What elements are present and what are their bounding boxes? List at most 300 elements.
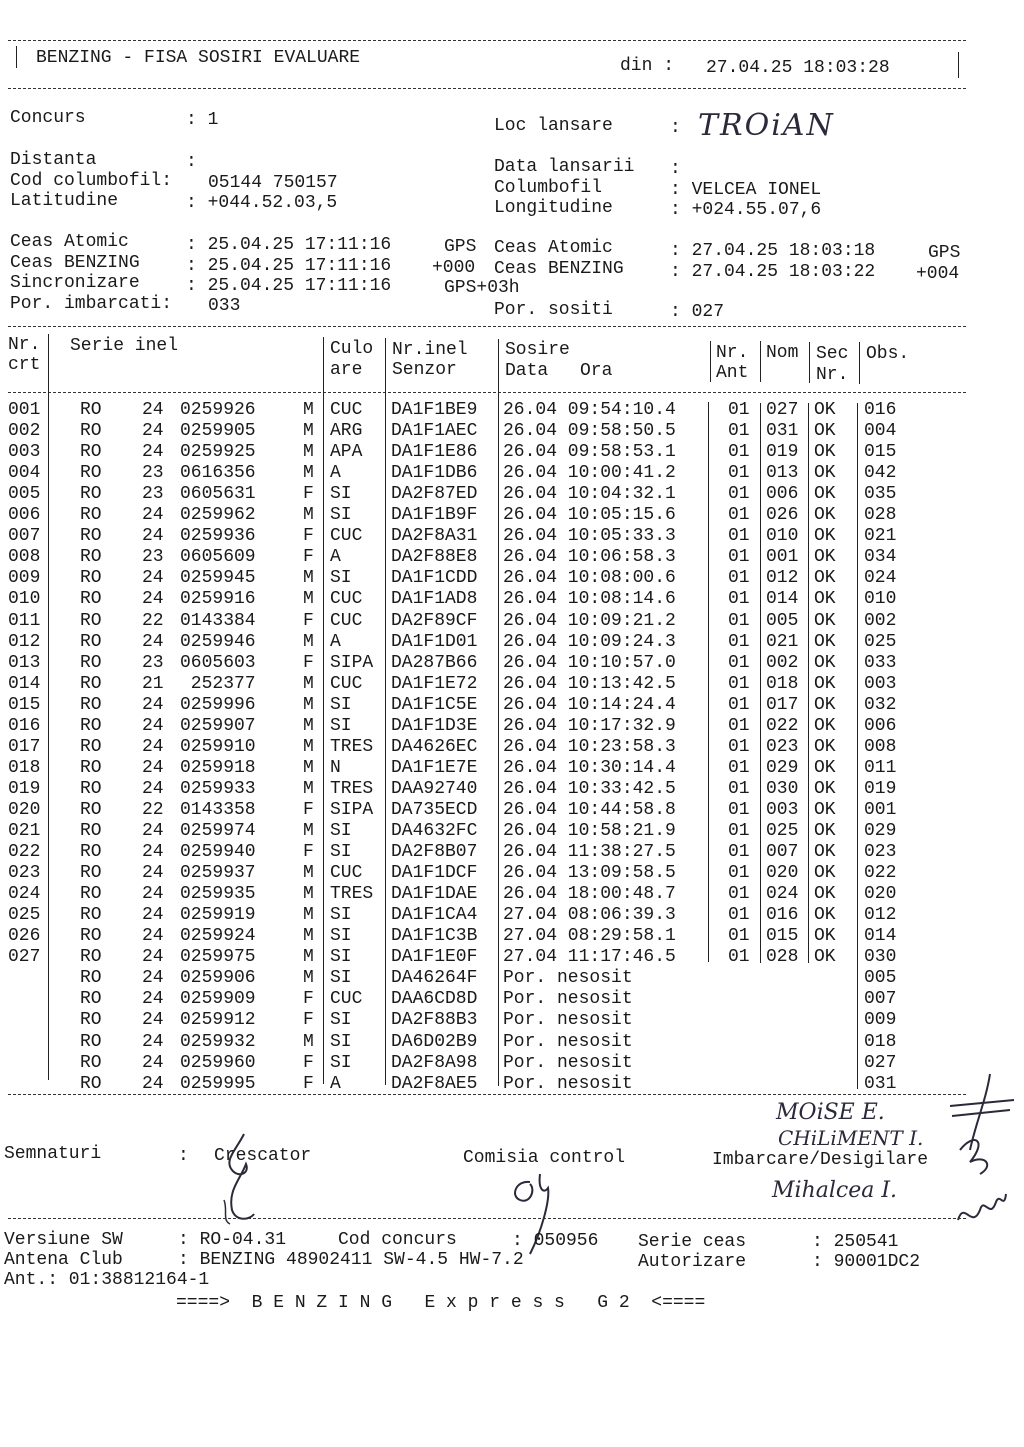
row-nom: 014 <box>766 589 799 610</box>
longitudine-value: : +024.55.07,6 <box>670 200 822 220</box>
row-sec: OK <box>814 715 836 736</box>
row-arrival: Por. nesosit <box>503 1073 633 1094</box>
row-obs: 030 <box>864 947 897 968</box>
row-antenna: 01 <box>728 547 750 568</box>
table-row <box>0 568 1024 589</box>
row-sec: OK <box>814 400 836 420</box>
row-color: SI <box>330 842 352 863</box>
row-ring-number: 0605603 <box>180 652 256 673</box>
ceas-atomic-label: Ceas Atomic <box>10 232 129 252</box>
row-color: SIPA <box>330 652 374 673</box>
loc-lansare-label: Loc lansare <box>494 116 613 136</box>
row-country: RO <box>80 526 102 547</box>
row-nom: 025 <box>766 821 799 841</box>
row-obs: 001 <box>864 799 897 820</box>
table-row <box>0 758 1024 779</box>
ceas-atomic-suffix: GPS <box>444 237 477 257</box>
row-obs: 005 <box>864 968 897 989</box>
row-year: 24 <box>142 926 164 947</box>
row-nom: 002 <box>766 652 799 673</box>
row-sec: OK <box>814 926 836 947</box>
row-antenna: 01 <box>728 905 750 926</box>
row-year: 24 <box>142 884 164 905</box>
row-country: RO <box>80 568 102 589</box>
row-obs: 032 <box>864 694 897 715</box>
row-year: 24 <box>142 1052 164 1073</box>
col-ora: Ora <box>580 361 613 381</box>
row-ring-number: 0259960 <box>180 1052 256 1073</box>
row-country: RO <box>80 863 102 884</box>
row-arrival: 26.04 10:06:58.3 <box>503 547 676 568</box>
row-sec: OK <box>814 631 836 652</box>
row-color: TRES <box>330 778 374 799</box>
row-country: RO <box>80 884 102 905</box>
row-antenna: 01 <box>728 463 750 484</box>
row-arrival: Por. nesosit <box>503 1052 633 1073</box>
row-nom: 003 <box>766 799 799 820</box>
row-country: RO <box>80 799 102 820</box>
row-obs: 009 <box>864 1010 897 1031</box>
row-sec: OK <box>814 526 836 547</box>
row-sec: OK <box>814 799 836 820</box>
row-country: RO <box>80 694 102 715</box>
row-sec: OK <box>814 863 836 884</box>
latitudine-label: Latitudine <box>10 191 119 211</box>
row-sec: OK <box>814 757 836 778</box>
row-country: RO <box>80 1052 102 1073</box>
row-obs: 020 <box>864 884 897 905</box>
row-arrival: 26.04 10:23:58.3 <box>503 736 676 757</box>
row-obs: 015 <box>864 442 897 463</box>
row-sex: M <box>303 589 314 610</box>
signature-crescator <box>210 1130 280 1230</box>
row-sec: OK <box>814 421 836 442</box>
row-year: 24 <box>142 526 164 547</box>
row-country: RO <box>80 442 102 463</box>
imbarcati-label: Por. imbarcati: <box>10 294 173 314</box>
row-obs: 008 <box>864 736 897 757</box>
row-obs: 021 <box>864 526 897 547</box>
row-country: RO <box>80 610 102 631</box>
row-nr: 011 <box>8 610 41 631</box>
row-sec: OK <box>814 589 836 610</box>
row-obs: 014 <box>864 926 897 947</box>
row-sex: F <box>303 799 314 820</box>
row-nom: 016 <box>766 905 799 926</box>
row-antenna: 01 <box>728 715 750 736</box>
table-row <box>0 695 1024 716</box>
ceas-atomic-value: : 25.04.25 17:11:16 <box>186 235 392 255</box>
row-sex: M <box>303 968 314 989</box>
ceas-benzing2-suffix: +004 <box>916 264 960 284</box>
table-row <box>0 737 1024 758</box>
row-ring-number: 0259936 <box>180 526 256 547</box>
table-row <box>0 905 1024 926</box>
row-sex: M <box>303 463 314 484</box>
row-obs: 002 <box>864 610 897 631</box>
row-antenna: 01 <box>728 421 750 442</box>
row-ring-number: 0143384 <box>180 610 256 631</box>
row-nom: 030 <box>766 778 799 799</box>
row-sensor: DAA92740 <box>391 778 478 799</box>
row-sec: OK <box>814 884 836 905</box>
col-nr-ant-2: Ant <box>716 363 749 383</box>
row-nr: 022 <box>8 842 41 863</box>
row-ring-number: 0259945 <box>180 568 256 589</box>
distanta-label: Distanta <box>10 150 97 170</box>
row-arrival: 26.04 10:05:15.6 <box>503 505 676 526</box>
row-antenna: 01 <box>728 926 750 947</box>
row-sensor: DA735ECD <box>391 799 478 820</box>
row-ring-number: 0616356 <box>180 463 256 484</box>
imbarcare-label: Imbarcare/Desigilare <box>712 1150 929 1170</box>
sincronizare-suffix: GPS+03h <box>444 278 520 298</box>
row-year: 24 <box>142 947 164 968</box>
table-row <box>0 674 1024 695</box>
row-color: A <box>330 463 341 484</box>
row-country: RO <box>80 421 102 442</box>
table-row <box>0 653 1024 674</box>
table-row <box>0 989 1024 1010</box>
row-country: RO <box>80 821 102 841</box>
row-antenna: 01 <box>728 673 750 694</box>
col-nr-inel: Nr.inel <box>392 340 468 360</box>
header-left-border <box>16 46 17 68</box>
row-ring-number: 0605631 <box>180 484 256 505</box>
row-country: RO <box>80 400 102 420</box>
row-arrival: 26.04 10:08:14.6 <box>503 589 676 610</box>
table-row <box>0 779 1024 800</box>
row-nom: 010 <box>766 526 799 547</box>
row-arrival: 26.04 10:30:14.4 <box>503 757 676 778</box>
row-ring-number: 0259905 <box>180 421 256 442</box>
row-color: SI <box>330 905 352 926</box>
row-year: 24 <box>142 989 164 1010</box>
serie-ceas-label: Serie ceas <box>638 1232 747 1252</box>
row-arrival: 26.04 10:09:21.2 <box>503 610 676 631</box>
row-nom: 017 <box>766 694 799 715</box>
row-obs: 006 <box>864 715 897 736</box>
row-year: 22 <box>142 799 164 820</box>
table-row <box>0 589 1024 610</box>
table-row <box>0 1053 1024 1074</box>
row-color: CUC <box>330 989 363 1010</box>
row-nom: 019 <box>766 442 799 463</box>
header-bottom-rule <box>8 88 966 89</box>
row-color: CUC <box>330 673 363 694</box>
row-nom: 013 <box>766 463 799 484</box>
row-nr: 009 <box>8 568 41 589</box>
row-nr: 007 <box>8 526 41 547</box>
longitudine-label: Longitudine <box>494 198 613 218</box>
row-sex: F <box>303 842 314 863</box>
cod-concurs-label: Cod concurs <box>338 1230 457 1250</box>
row-color: APA <box>330 442 363 463</box>
row-ring-number: 0259995 <box>180 1073 256 1094</box>
col-data: Data <box>505 361 549 381</box>
row-obs: 034 <box>864 547 897 568</box>
row-sex: M <box>303 715 314 736</box>
row-arrival: 26.04 10:17:32.9 <box>503 715 676 736</box>
cod-columbofil-label: Cod columbofil: <box>10 171 173 191</box>
row-obs: 028 <box>864 505 897 526</box>
row-nr: 025 <box>8 905 41 926</box>
serie-ceas-value: : 250541 <box>812 1232 899 1252</box>
row-sex: M <box>303 863 314 884</box>
row-color: SI <box>330 1052 352 1073</box>
row-ring-number: 0259925 <box>180 442 256 463</box>
row-sex: F <box>303 1010 314 1031</box>
row-obs: 018 <box>864 1031 897 1052</box>
row-sex: M <box>303 947 314 968</box>
sincronizare-value: : 25.04.25 17:11:16 <box>186 276 392 296</box>
sep-nom-right <box>809 342 810 383</box>
row-sec: OK <box>814 484 836 505</box>
table-row <box>0 884 1024 905</box>
row-nr: 020 <box>8 799 41 820</box>
row-ring-number: 0259918 <box>180 757 256 778</box>
row-ring-number: 0259996 <box>180 694 256 715</box>
signatures-label: Semnaturi <box>4 1144 102 1164</box>
row-arrival: 26.04 10:44:58.8 <box>503 799 676 820</box>
row-antenna: 01 <box>728 484 750 505</box>
loc-lansare-sep: : <box>670 118 681 138</box>
table-row <box>0 526 1024 547</box>
row-nr: 014 <box>8 673 41 694</box>
row-sec: OK <box>814 842 836 863</box>
row-sex: M <box>303 505 314 526</box>
row-sex: M <box>303 568 314 589</box>
row-arrival: 26.04 10:10:57.0 <box>503 652 676 673</box>
row-country: RO <box>80 673 102 694</box>
row-arrival: 26.04 10:13:42.5 <box>503 673 676 694</box>
row-color: CUC <box>330 400 363 420</box>
row-sensor: DA1F1DCF <box>391 863 478 884</box>
row-sec: OK <box>814 610 836 631</box>
ceas-benzing2-label: Ceas BENZING <box>494 259 624 279</box>
row-color: A <box>330 1073 341 1094</box>
row-year: 24 <box>142 400 164 420</box>
row-sec: OK <box>814 736 836 757</box>
row-antenna: 01 <box>728 610 750 631</box>
sositi-value: : 027 <box>670 302 725 322</box>
row-antenna: 01 <box>728 947 750 968</box>
row-sensor: DA1F1AD8 <box>391 589 478 610</box>
col-nr-ant-1: Nr. <box>716 343 749 363</box>
row-country: RO <box>80 1010 102 1031</box>
row-nr: 026 <box>8 926 41 947</box>
row-nom: 028 <box>766 947 799 968</box>
row-antenna: 01 <box>728 842 750 863</box>
row-year: 24 <box>142 631 164 652</box>
ceas-atomic2-value: : 27.04.25 18:03:18 <box>670 241 876 261</box>
concurs-label: Concurs <box>10 108 86 128</box>
row-sensor: DA2F8AE5 <box>391 1073 478 1094</box>
row-nr: 008 <box>8 547 41 568</box>
row-ring-number: 0259974 <box>180 821 256 841</box>
col-nr: Nr. <box>8 335 41 355</box>
row-ring-number: 0259940 <box>180 842 256 863</box>
row-sensor: DA4626EC <box>391 736 478 757</box>
row-nr: 006 <box>8 505 41 526</box>
row-obs: 003 <box>864 673 897 694</box>
row-sensor: DA1F1C3B <box>391 926 478 947</box>
row-country: RO <box>80 842 102 863</box>
row-year: 24 <box>142 842 164 863</box>
row-nom: 029 <box>766 757 799 778</box>
row-ring-number: 0259975 <box>180 947 256 968</box>
row-nom: 018 <box>766 673 799 694</box>
table-row <box>0 1074 1024 1095</box>
row-nr: 023 <box>8 863 41 884</box>
ceas-atomic2-label: Ceas Atomic <box>494 238 613 258</box>
date-value: 27.04.25 18:03:28 <box>706 58 890 78</box>
row-nom: 031 <box>766 421 799 442</box>
row-antenna: 01 <box>728 400 750 420</box>
row-sensor: DA1F1BE9 <box>391 400 478 420</box>
row-nr: 001 <box>8 400 41 420</box>
row-nr: 004 <box>8 463 41 484</box>
table-row <box>0 842 1024 863</box>
row-nom: 024 <box>766 884 799 905</box>
row-country: RO <box>80 989 102 1010</box>
row-nr: 024 <box>8 884 41 905</box>
row-obs: 027 <box>864 1052 897 1073</box>
row-nom: 022 <box>766 715 799 736</box>
row-sensor: DA1F1C5E <box>391 694 478 715</box>
row-year: 24 <box>142 589 164 610</box>
table-row <box>0 821 1024 842</box>
table-row <box>0 442 1024 463</box>
row-nom: 007 <box>766 842 799 863</box>
row-antenna: 01 <box>728 757 750 778</box>
row-color: SI <box>330 1010 352 1031</box>
row-arrival: 26.04 10:05:33.3 <box>503 526 676 547</box>
row-obs: 029 <box>864 821 897 841</box>
row-year: 23 <box>142 484 164 505</box>
row-color: CUC <box>330 526 363 547</box>
col-sec-1: Sec <box>816 344 849 364</box>
row-sex: M <box>303 631 314 652</box>
row-sec: OK <box>814 463 836 484</box>
row-country: RO <box>80 547 102 568</box>
table-bottom-rule <box>8 1094 966 1095</box>
row-sensor: DA1F1E0F <box>391 947 478 968</box>
row-sec: OK <box>814 778 836 799</box>
row-nr: 017 <box>8 736 41 757</box>
sep-ant-right <box>760 341 761 382</box>
row-ring-number: 252377 <box>180 673 256 694</box>
col-culo: Culo <box>330 339 374 359</box>
row-sensor: DA46264F <box>391 968 478 989</box>
row-sex: M <box>303 694 314 715</box>
row-sex: M <box>303 736 314 757</box>
row-country: RO <box>80 926 102 947</box>
row-obs: 031 <box>864 1073 897 1094</box>
row-nom: 027 <box>766 400 799 420</box>
row-year: 24 <box>142 1010 164 1031</box>
row-sex: F <box>303 547 314 568</box>
row-antenna: 01 <box>728 778 750 799</box>
row-sensor: DA1F1E7E <box>391 757 478 778</box>
table-row <box>0 926 1024 947</box>
row-sensor: DAA6CD8D <box>391 989 478 1010</box>
row-year: 23 <box>142 463 164 484</box>
ceas-atomic2-suffix: GPS <box>928 243 961 263</box>
row-antenna: 01 <box>728 821 750 841</box>
row-country: RO <box>80 1073 102 1094</box>
versiune-value: : RO-04.31 <box>178 1230 287 1250</box>
columbofil-value: : VELCEA IONEL <box>670 180 822 200</box>
row-arrival: 26.04 09:54:10.4 <box>503 400 676 420</box>
table-row <box>0 632 1024 653</box>
col-are: are <box>330 360 363 380</box>
row-country: RO <box>80 968 102 989</box>
row-sensor: DA2F8A31 <box>391 526 478 547</box>
row-color: CUC <box>330 863 363 884</box>
row-obs: 033 <box>864 652 897 673</box>
row-year: 24 <box>142 778 164 799</box>
row-obs: 007 <box>864 989 897 1010</box>
row-country: RO <box>80 757 102 778</box>
row-year: 21 <box>142 673 164 694</box>
row-year: 24 <box>142 757 164 778</box>
row-nr: 015 <box>8 694 41 715</box>
row-arrival: 26.04 10:00:41.2 <box>503 463 676 484</box>
row-country: RO <box>80 463 102 484</box>
row-year: 24 <box>142 694 164 715</box>
row-sex: M <box>303 400 314 420</box>
row-obs: 042 <box>864 463 897 484</box>
row-color: ARG <box>330 421 363 442</box>
row-color: SI <box>330 694 352 715</box>
row-color: CUC <box>330 589 363 610</box>
row-arrival: 26.04 18:00:48.7 <box>503 884 676 905</box>
row-country: RO <box>80 631 102 652</box>
row-nom: 021 <box>766 631 799 652</box>
row-nr: 003 <box>8 442 41 463</box>
row-color: SI <box>330 968 352 989</box>
row-arrival: 27.04 11:17:46.5 <box>503 947 676 968</box>
row-obs: 012 <box>864 905 897 926</box>
row-ring-number: 0143358 <box>180 799 256 820</box>
row-sec: OK <box>814 547 836 568</box>
row-ring-number: 0259912 <box>180 1010 256 1031</box>
row-country: RO <box>80 905 102 926</box>
row-sensor: DA1F1DB6 <box>391 463 478 484</box>
loc-lansare-handwritten: TROiAN <box>698 108 835 143</box>
row-nr: 019 <box>8 778 41 799</box>
row-sex: F <box>303 1052 314 1073</box>
row-antenna: 01 <box>728 505 750 526</box>
data-lansarii-value: : <box>670 159 681 179</box>
document-title: BENZING - FISA SOSIRI EVALUARE <box>36 48 361 68</box>
row-sensor: DA1F1D3E <box>391 715 478 736</box>
row-sec: OK <box>814 694 836 715</box>
row-sex: M <box>303 778 314 799</box>
row-color: SI <box>330 715 352 736</box>
row-antenna: 01 <box>728 863 750 884</box>
row-color: SI <box>330 568 352 589</box>
row-sex: F <box>303 989 314 1010</box>
row-color: SI <box>330 926 352 947</box>
handwritten-name-2: CHiLiMENT I. <box>778 1126 924 1150</box>
row-color: A <box>330 547 341 568</box>
row-arrival: 26.04 09:58:50.5 <box>503 421 676 442</box>
row-ring-number: 0605609 <box>180 547 256 568</box>
row-sex: M <box>303 926 314 947</box>
row-nr: 027 <box>8 947 41 968</box>
